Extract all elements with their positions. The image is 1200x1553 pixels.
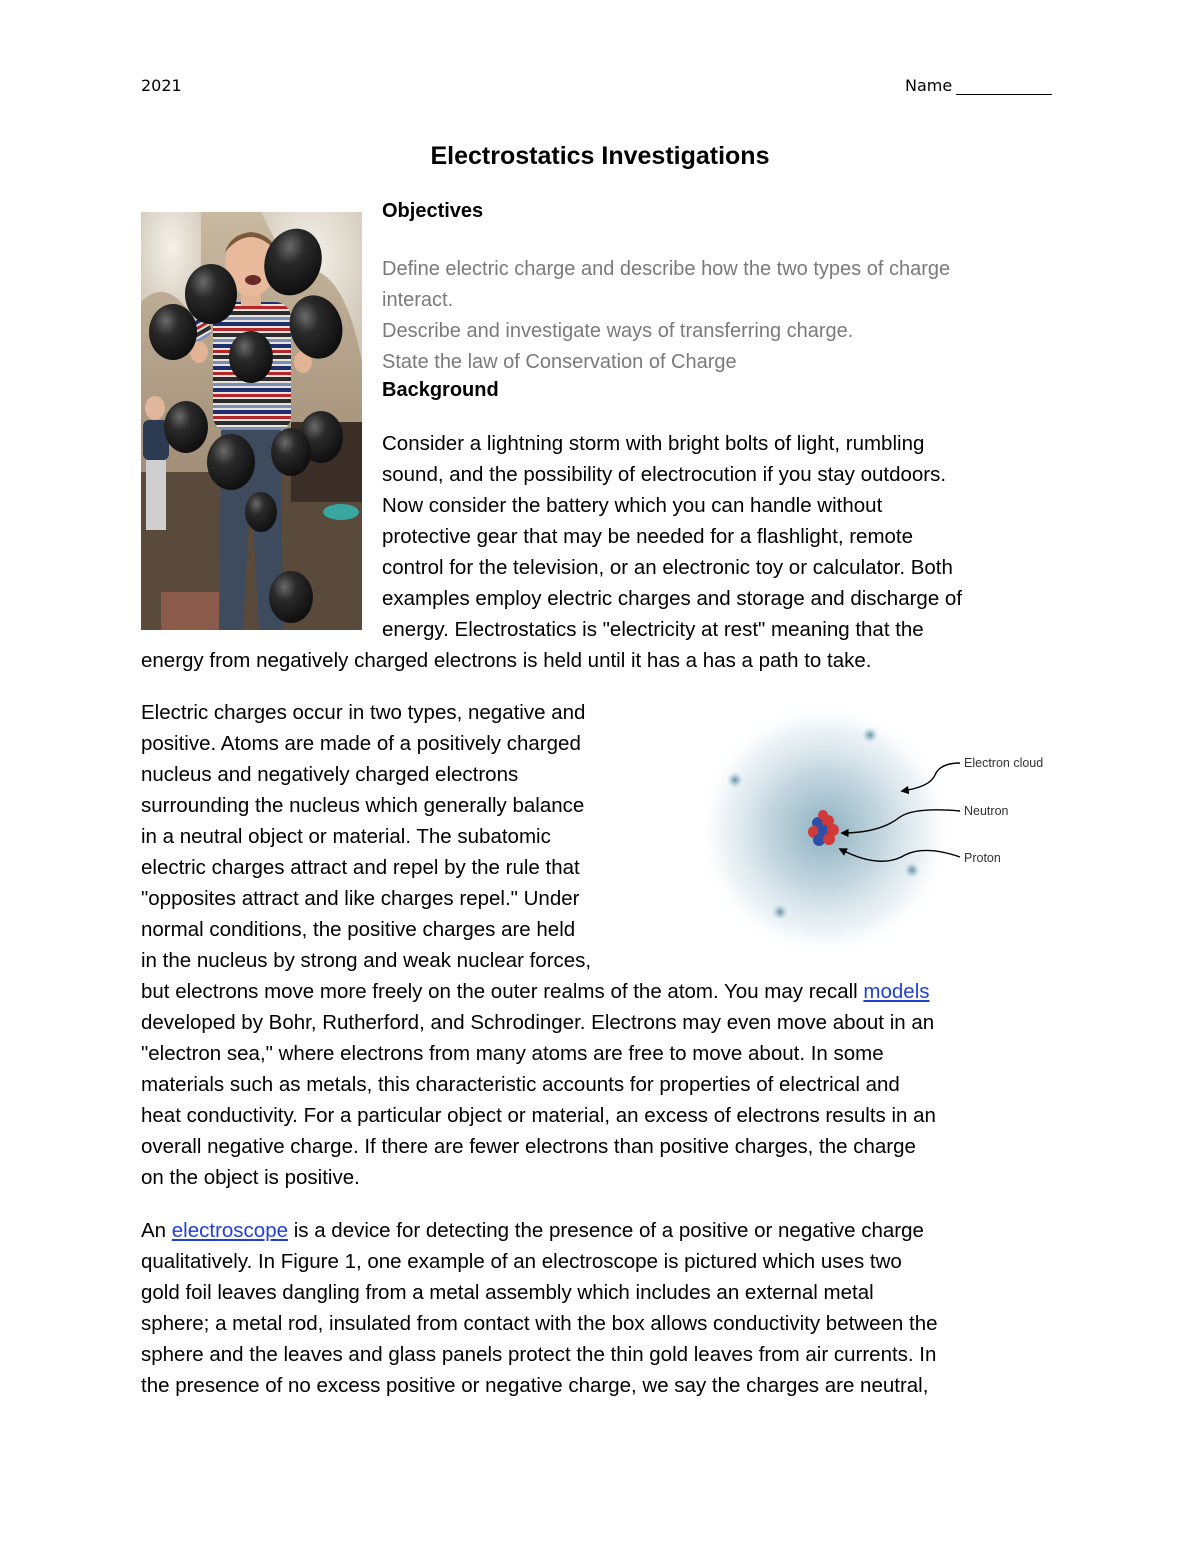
- text-line: energy. Electrostatics is "electricity at rest" meaning that the: [382, 618, 924, 641]
- text-line-with-link: [141, 1215, 938, 1246]
- text-line: Now consider the battery which you can handle without: [382, 494, 883, 517]
- text-line: "electron sea," where electrons from many atoms are free to move about. In some: [141, 1042, 884, 1065]
- objectives-heading: Objectives: [382, 200, 484, 222]
- text-line: sound, and the possibility of electrocution if you stay outdoors.: [382, 463, 947, 486]
- background-paragraph-end: [141, 645, 871, 676]
- text-line: the presence of no excess positive or negative charge, we say the charges are neutral,: [141, 1374, 929, 1397]
- balloon-photo-illustration: [141, 212, 362, 630]
- text-line: gold foil leaves dangling from a metal assembly which includes an external metal: [141, 1281, 874, 1304]
- text-line: overall negative charge. If there are fewer electrons than positive charges, the charge: [141, 1135, 916, 1158]
- page-title: Electrostatics Investigations: [430, 142, 770, 170]
- text-line-with-link: [141, 976, 936, 1007]
- models-link[interactable]: models: [863, 980, 930, 1003]
- text-line: in a neutral object or material. The subatomic: [141, 825, 551, 848]
- label-proton: Proton: [964, 851, 1001, 865]
- electroscope-link[interactable]: electroscope: [171, 1219, 289, 1242]
- text-line: developed by Bohr, Rutherford, and Schrodinger. Electrons may even move about in an: [141, 1011, 935, 1034]
- text-fragment: but electrons move more freely on the outer realms of the atom. You may recall: [141, 980, 864, 1003]
- text-line: qualitatively. In Figure 1, one example of an electroscope is pictured which uses two: [141, 1250, 902, 1273]
- label-electron-cloud: Electron cloud: [964, 756, 1044, 770]
- text-line: on the object is positive.: [141, 1166, 360, 1189]
- objective-line: State the law of Conservation of Charge: [382, 351, 737, 373]
- text-line: heat conductivity. For a particular object or material, an excess of electrons results in an: [141, 1104, 936, 1127]
- text-line: nucleus and negatively charged electrons: [141, 763, 519, 786]
- text-line: electric charges attract and repel by the rule that: [141, 856, 580, 879]
- text-fragment: An: [141, 1219, 172, 1242]
- header-year: 2021: [141, 76, 182, 95]
- header-name-field: [905, 76, 1052, 95]
- objective-line: interact.: [382, 289, 454, 311]
- text-line: Consider a lightning storm with bright bolts of light, rumbling: [382, 432, 925, 455]
- text-line: protective gear that may be needed for a flashlight, remote: [382, 525, 914, 548]
- text-fragment: is a device for detecting the presence of a positive or negative charge: [288, 1219, 924, 1242]
- objectives-list: [382, 254, 1062, 378]
- text-line: sphere and the leaves and glass panels protect the thin gold leaves from air currents. In: [141, 1343, 937, 1366]
- text-line: energy from negatively charged electrons is held until it has a has a path to take.: [141, 649, 872, 672]
- text-line: surrounding the nucleus which generally balance: [141, 794, 585, 817]
- text-line: materials such as metals, this characteristic accounts for properties of electrical and: [141, 1073, 900, 1096]
- electroscope-paragraph: [141, 1215, 938, 1401]
- name-label: Name: [905, 76, 953, 95]
- text-line: sphere; a metal rod, insulated from contact with the box allows conductivity between the: [141, 1312, 938, 1335]
- background-paragraph: [382, 428, 962, 645]
- label-neutron: Neutron: [964, 804, 1009, 818]
- atom-diagram-illustration: [690, 705, 1070, 955]
- text-line: examples employ electric charges and storage and discharge of: [382, 587, 963, 610]
- text-line: positive. Atoms are made of a positively charged: [141, 732, 581, 755]
- text-line: in the nucleus by strong and weak nuclear forces,: [141, 949, 592, 972]
- text-line: "opposites attract and like charges repel." Under: [141, 887, 580, 910]
- text-line: normal conditions, the positive charges are held: [141, 918, 576, 941]
- background-heading: Background: [382, 379, 499, 401]
- objective-line: Define electric charge and describe how the two types of charge: [382, 258, 951, 280]
- text-line: Electric charges occur in two types, negative and: [141, 701, 586, 724]
- objective-line: Describe and investigate ways of transferring charge.: [382, 320, 854, 342]
- atom-diagram: [690, 705, 1070, 955]
- balloon-photo: [141, 212, 362, 630]
- name-blank-line: [956, 78, 1052, 95]
- text-line: control for the television, or an electronic toy or calculator. Both: [382, 556, 953, 579]
